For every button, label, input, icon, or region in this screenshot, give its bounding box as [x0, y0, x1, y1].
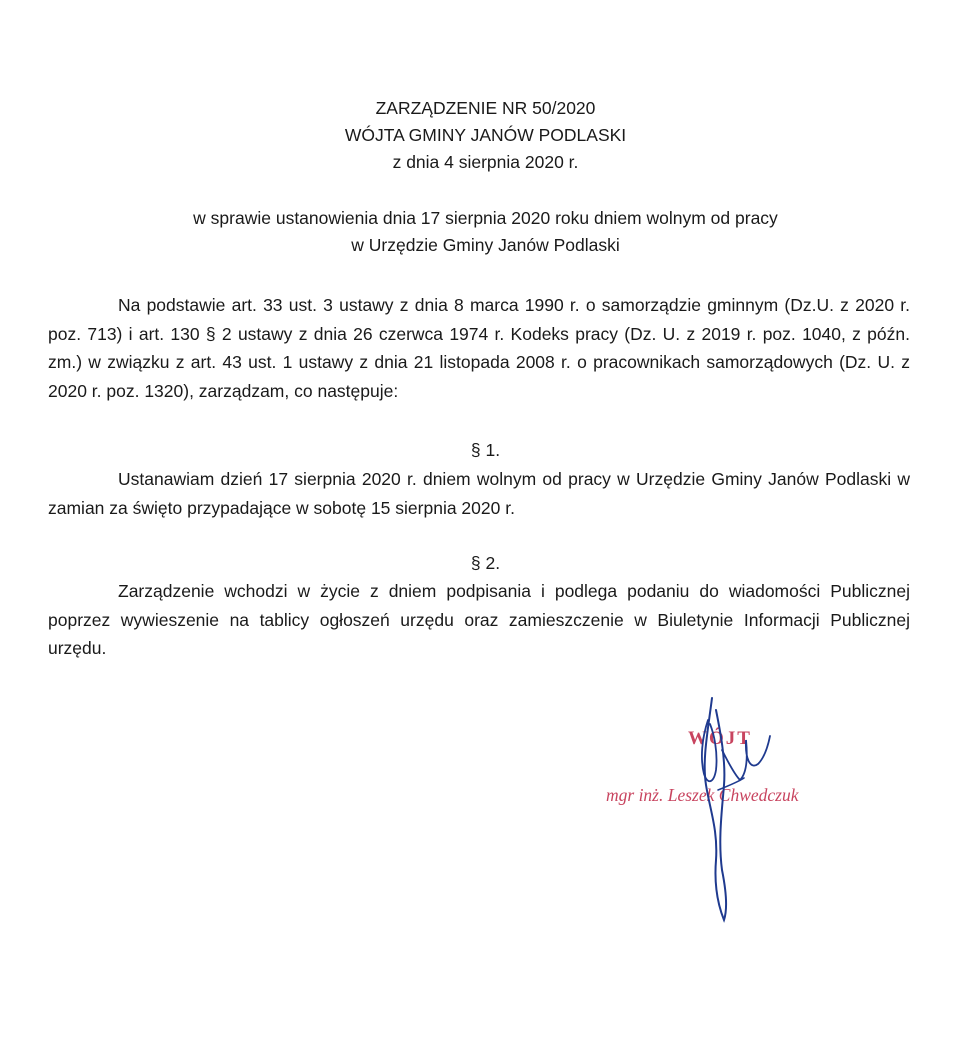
- section-2-text: Zarządzenie wchodzi w życie z dniem podpisania i podlega podaniu do wiadomości Publicznej poprzez wywieszenie na tablicy ogłoszeń urzędu oraz zamieszczenie w Biuletynie Informacji Publicznej urzędu.: [48, 581, 910, 658]
- section-1-paragraph: [48, 465, 910, 522]
- document-header: [0, 95, 971, 176]
- legal-basis-text: Na podstawie art. 33 ust. 3 ustawy z dnia 8 marca 1990 r. o samorządzie gminnym (Dz.U. z 2020 r. poz. 713) i art. 130 § 2 ustawy z dnia 26 czerwca 1974 r. Kodeks pracy (Dz. U. z 2019 r. poz. 1040, z późn. zm.) w związku z art. 43 ust. 1 ustawy z dnia 21 listopada 2008 r. o pracownikach samorządowych (Dz. U. z 2020 r. poz. 1320), zarządzam, co następuje:: [48, 295, 910, 401]
- section-2-mark: § 2.: [470, 553, 501, 573]
- subject-line-2: w Urzędzie Gminy Janów Podlaski: [351, 235, 620, 255]
- issuing-authority: WÓJTA GMINY JANÓW PODLASKI: [344, 125, 627, 145]
- section-1-text: Ustanawiam dzień 17 sierpnia 2020 r. dniem wolnym od pracy w Urzędzie Gminy Janów Podlaski w zamian za święto przypadające w sobotę 15 sierpnia 2020 r.: [48, 469, 910, 518]
- handwritten-signature: [590, 690, 870, 930]
- document-subject: [0, 205, 971, 259]
- stamp-name: mgr inż. Leszek Chwedczuk: [606, 785, 799, 805]
- signature-block: [590, 690, 870, 930]
- ordinance-number: ZARZĄDZENIE NR 50/2020: [375, 98, 596, 118]
- subject-line-1: w sprawie ustanowienia dnia 17 sierpnia 2020 roku dniem wolnym od pracy: [193, 208, 778, 228]
- section-2-paragraph: [48, 577, 910, 663]
- legal-basis-paragraph: [48, 291, 910, 405]
- ordinance-date: z dnia 4 sierpnia 2020 r.: [392, 152, 579, 172]
- stamp-title: WÓJT: [688, 728, 752, 749]
- section-1-mark: § 1.: [470, 440, 501, 460]
